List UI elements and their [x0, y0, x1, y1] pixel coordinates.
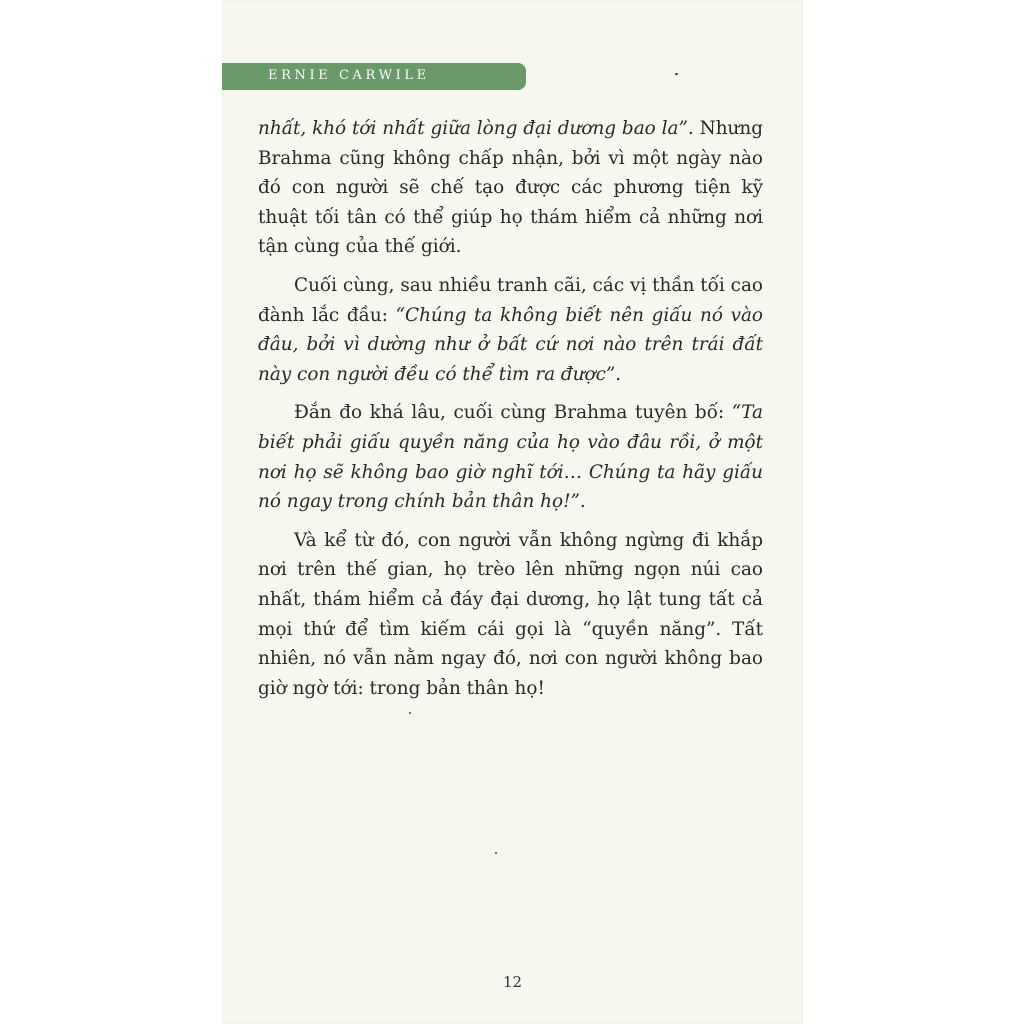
- paragraph-1: [258, 114, 763, 262]
- paragraph-1-text: Nhưng Brahma cũng không chấp nhận, bởi vì một ngày nào đó con người sẽ chế tạo được các phương tiện kỹ thuật tối tân có thể giúp họ thám hiểm cả những nơi tận cùng của thế giới.: [258, 118, 763, 258]
- paragraph-4: Và kể từ đó, con người vẫn không ngừng đi khắp nơi trên thế gian, họ trèo lên những ngọn núi cao nhất, thám hiểm cả đáy đại dương, họ lật tung tất cả mọi thứ để tìm kiếm cái gọi là “quyền năng”. Tất nhiên, nó vẫn nằm ngay đó, nơi con người không bao giờ ngờ tới: trong bản thân họ!: [258, 529, 763, 699]
- paragraph-1-italic: nhất, khó tới nhất giữa lòng đại dương bao la”.: [258, 118, 694, 139]
- print-speck: [409, 712, 411, 714]
- print-speck: [675, 73, 678, 75]
- paragraph-2-text: Cuối cùng, sau nhiều tranh cãi, các vị thần tối cao đành lắc đầu:: [258, 274, 763, 326]
- author-name: ERNIE CARWILE: [268, 68, 430, 83]
- print-speck: [495, 852, 497, 854]
- paragraph-2: [258, 271, 763, 389]
- book-page: [222, 0, 803, 1024]
- page-number: 12: [502, 973, 523, 991]
- paragraph-3: [258, 398, 763, 516]
- running-header: [222, 63, 526, 90]
- paragraph-3-text: Đắn đo khá lâu, cuối cùng Brahma tuyên bố:: [294, 402, 732, 424]
- body-text: [258, 114, 763, 712]
- paragraph-3-quote: “Ta biết phải giấu quyền năng của họ vào đâu rồi, ở một nơi họ sẽ không bao giờ nghĩ tới… Chúng ta hãy giấu nó ngay trong chính bản thân họ!”.: [258, 402, 763, 513]
- paragraph-2-quote: “Chúng ta không biết nên giấu nó vào đâu, bởi vì dường như ở bất cứ nơi nào trên trái đất này con người đều có thể tìm ra được”.: [258, 304, 763, 385]
